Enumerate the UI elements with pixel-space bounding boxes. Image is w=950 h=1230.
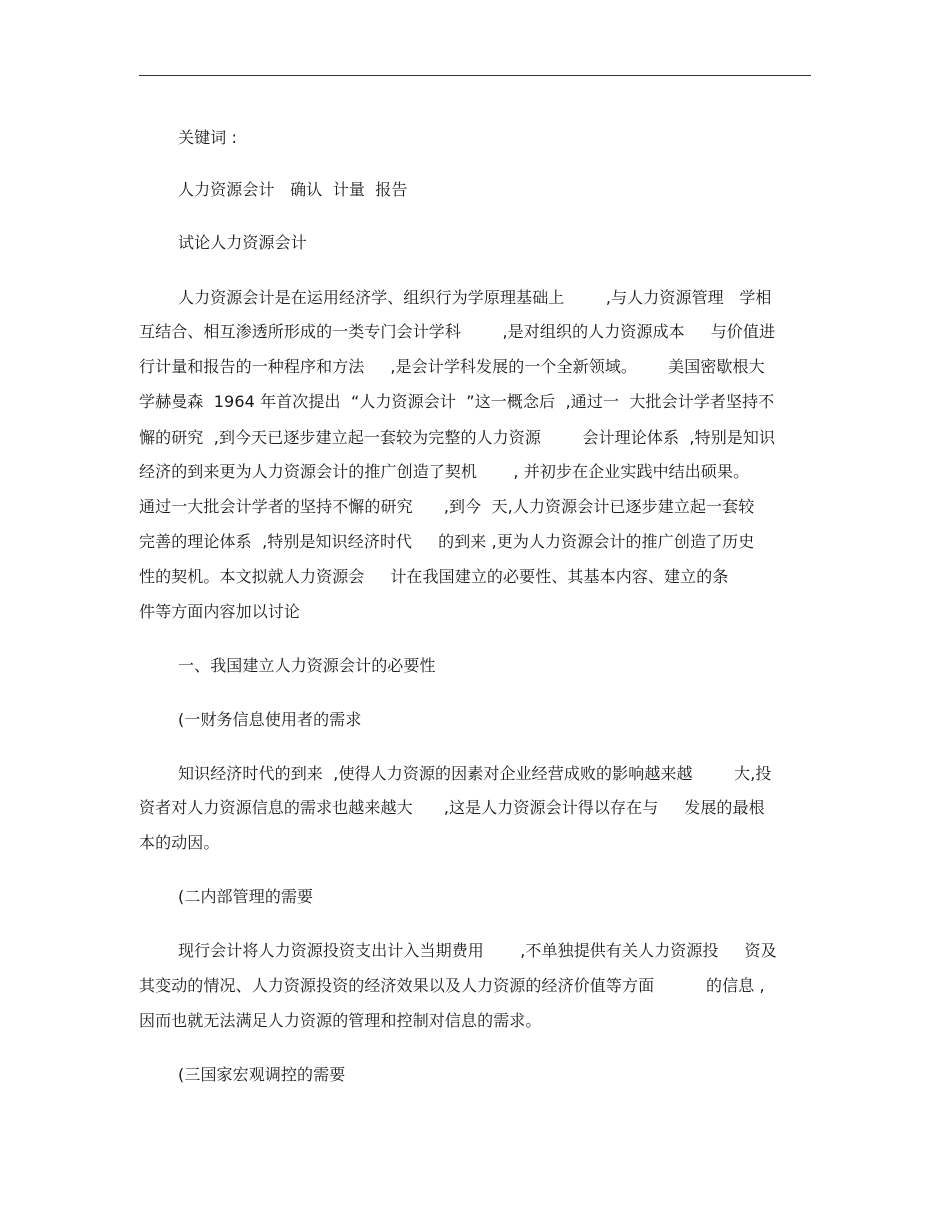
intro-line: 学赫曼森 1964 年首次提出 “人力资源会计 ”这一概念后 ,通过一 大批会计学者坚持不 (139, 392, 775, 411)
intro-line: 性的契机。本文拟就人力资源会 计在我国建立的必要性、其基本内容、建立的条 (139, 567, 729, 586)
intro-line: 通过一大批会计学者的坚持不懈的研究 ,到今 天,人力资源会计已逐步建立起一套较 (139, 497, 755, 516)
intro-line: 互结合、相互渗透所形成的一类专门会计学科 ,是对组织的人力资源成本 与价值进 (139, 322, 776, 341)
body-line: 本的动因。 (139, 833, 220, 852)
body-line: 因而也就无法满足人力资源的管理和控制对信息的需求。 (139, 1011, 542, 1030)
intro-line: 完善的理论体系 ,特别是知识经济时代 的到来 ,更为人力资源会计的推广创造了历史 (139, 532, 755, 551)
intro-line: 经济的到来更为人力资源会计的推广创造了契机 , 并初步在企业实践中结出硕果。 (139, 462, 750, 481)
intro-line: 件等方面内容加以讨论 (139, 602, 301, 621)
intro-line: 行计量和报告的一种程序和方法 ,是会计学科发展的一个全新领域。 美国密歇根大 (139, 357, 765, 376)
keywords-line: 人力资源会计 确认 计量 报告 (178, 180, 408, 199)
subsection-heading: (二内部管理的需要 (178, 887, 314, 906)
body-line: 知识经济时代的到来 ,使得人力资源的因素对企业经营成败的影响越来越 大,投 (178, 764, 772, 783)
intro-line: 人力资源会计是在运用经济学、组织行为学原理基础上 ,与人力资源管理 学相 (178, 288, 772, 307)
article-title: 试论人力资源会计 (178, 233, 307, 252)
intro-line: 懈的研究 ,到今天已逐步建立起一套较为完整的人力资源 会计理论体系 ,特别是知识 (139, 428, 776, 447)
subsection-heading: (三国家宏观调控的需要 (178, 1065, 346, 1084)
section-heading: 一、我国建立人力资源会计的必要性 (178, 656, 436, 675)
body-line: 资者对人力资源信息的需求也越来越大 ,这是人力资源会计得以存在与 发展的最根 (139, 798, 765, 817)
body-line: 现行会计将人力资源投资支出计入当期费用 ,不单独提供有关人力资源投 资及 (178, 941, 777, 960)
subsection-heading: (一财务信息使用者的需求 (178, 710, 362, 729)
body-line: 其变动的情况、人力资源投资的经济效果以及人力资源的经济价值等方面 的信息 , (139, 976, 765, 995)
keywords-label: 关键词 : (178, 128, 237, 147)
header-rule (139, 75, 811, 76)
